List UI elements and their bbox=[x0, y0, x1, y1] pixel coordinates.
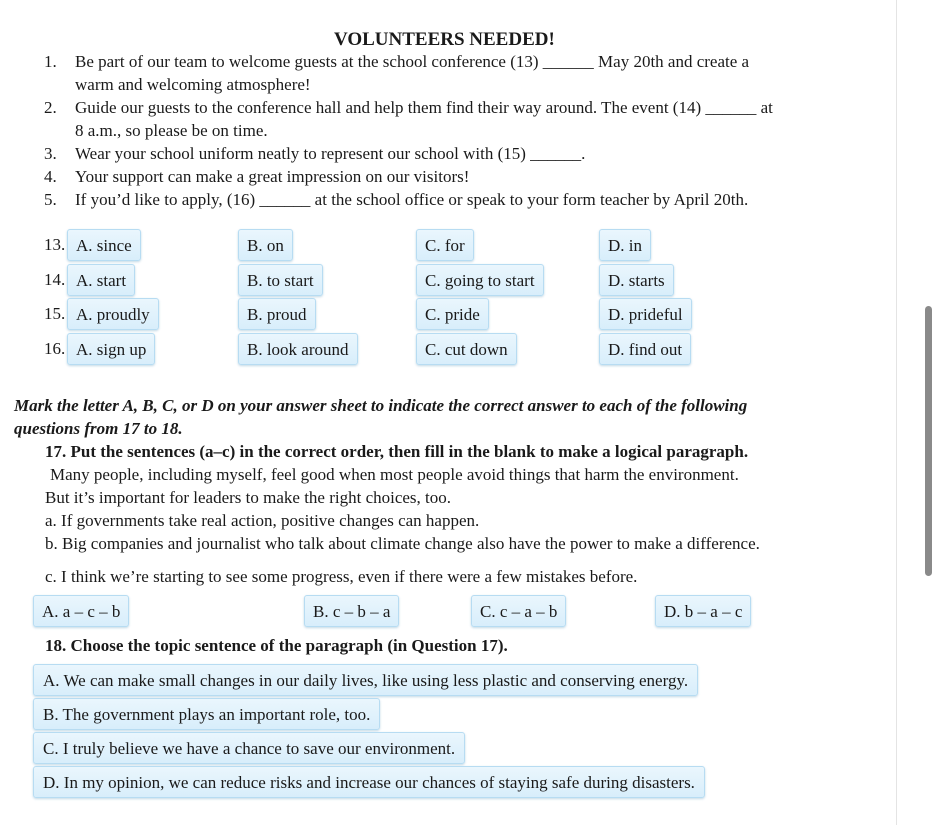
answer-option-14a[interactable]: A. start bbox=[67, 264, 135, 296]
answer-option-15c[interactable]: C. pride bbox=[416, 298, 489, 330]
answer-option-14b[interactable]: B. to start bbox=[238, 264, 323, 296]
answer-option-15a[interactable]: A. proudly bbox=[67, 298, 159, 330]
notice-item-line: If you’d like to apply, (16) ______ at the school office or speak to your form teacher by April 20th. bbox=[75, 190, 749, 209]
answer-option-13c[interactable]: C. for bbox=[416, 229, 474, 261]
answer-option-15b[interactable]: B. proud bbox=[238, 298, 316, 330]
notice-item-number: 4. bbox=[44, 167, 57, 186]
answer-option-14c[interactable]: C. going to start bbox=[416, 264, 544, 296]
instructions-line: questions from 17 to 18. bbox=[14, 419, 183, 438]
notice-item-line: Guide our guests to the conference hall and help them find their way around. The event (14) ______ at bbox=[75, 98, 773, 117]
notice-title: VOLUNTEERS NEEDED! bbox=[334, 29, 555, 50]
answer-option-14d[interactable]: D. starts bbox=[599, 264, 674, 296]
question-18-heading: 18. Choose the topic sentence of the paragraph (in Question 17). bbox=[45, 636, 508, 655]
answer-option-18a[interactable]: A. We can make small changes in our daily lives, like using less plastic and conserving energy. bbox=[33, 664, 698, 696]
sentence-c: c. I think we’re starting to see some progress, even if there were a few mistakes before. bbox=[45, 567, 638, 586]
notice-item-number: 2. bbox=[44, 98, 57, 117]
answer-option-16c[interactable]: C. cut down bbox=[416, 333, 517, 365]
sentence-b: b. Big companies and journalist who talk about climate change also have the power to make a difference. bbox=[45, 534, 760, 553]
answer-option-16d[interactable]: D. find out bbox=[599, 333, 691, 365]
answer-option-13b[interactable]: B. on bbox=[238, 229, 293, 261]
notice-item-number: 5. bbox=[44, 190, 57, 209]
notice-item-line: Your support can make a great impression on our visitors! bbox=[75, 167, 470, 186]
instructions-line: Mark the letter A, B, C, or D on your answer sheet to indicate the correct answer to each of the following bbox=[14, 396, 748, 415]
question-17-heading: 17. Put the sentences (a–c) in the correct order, then fill in the blank to make a logical paragraph. bbox=[45, 442, 749, 461]
answer-option-17b[interactable]: B. c – b – a bbox=[304, 595, 399, 627]
answer-option-17a[interactable]: A. a – c – b bbox=[33, 595, 129, 627]
question-number: 15. bbox=[44, 304, 66, 323]
notice-item-line: Be part of our team to welcome guests at the school conference (13) ______ May 20th and create a bbox=[75, 52, 750, 71]
answer-option-16b[interactable]: B. look around bbox=[238, 333, 358, 365]
question-number: 14. bbox=[44, 270, 66, 289]
answer-option-13d[interactable]: D. in bbox=[599, 229, 651, 261]
answer-option-13a[interactable]: A. since bbox=[67, 229, 141, 261]
paragraph-intro: Many people, including myself, feel good when most people avoid things that harm the environment. bbox=[50, 465, 739, 484]
answer-option-17c[interactable]: C. c – a – b bbox=[471, 595, 566, 627]
notice-item-number: 1. bbox=[44, 52, 57, 71]
notice-item-line: 8 a.m., so please be on time. bbox=[75, 121, 268, 140]
answer-option-17d[interactable]: D. b – a – c bbox=[655, 595, 751, 627]
notice-item-number: 3. bbox=[44, 144, 57, 163]
answer-option-18c[interactable]: C. I truly believe we have a chance to save our environment. bbox=[33, 732, 465, 764]
scrollbar-track[interactable] bbox=[896, 0, 939, 825]
notice-item-line: warm and welcoming atmosphere! bbox=[75, 75, 311, 94]
question-number: 13. bbox=[44, 235, 66, 254]
question-number: 16. bbox=[44, 339, 66, 358]
answer-option-16a[interactable]: A. sign up bbox=[67, 333, 155, 365]
scrollbar-thumb[interactable] bbox=[925, 306, 932, 576]
notice-item-line: Wear your school uniform neatly to represent our school with (15) ______. bbox=[75, 144, 586, 163]
paragraph-intro: But it’s important for leaders to make the right choices, too. bbox=[45, 488, 452, 507]
answer-option-18b[interactable]: B. The government plays an important role, too. bbox=[33, 698, 380, 730]
answer-option-15d[interactable]: D. prideful bbox=[599, 298, 692, 330]
answer-option-18d[interactable]: D. In my opinion, we can reduce risks and increase our chances of staying safe during disasters. bbox=[33, 766, 705, 798]
sentence-a: a. If governments take real action, positive changes can happen. bbox=[45, 511, 480, 530]
